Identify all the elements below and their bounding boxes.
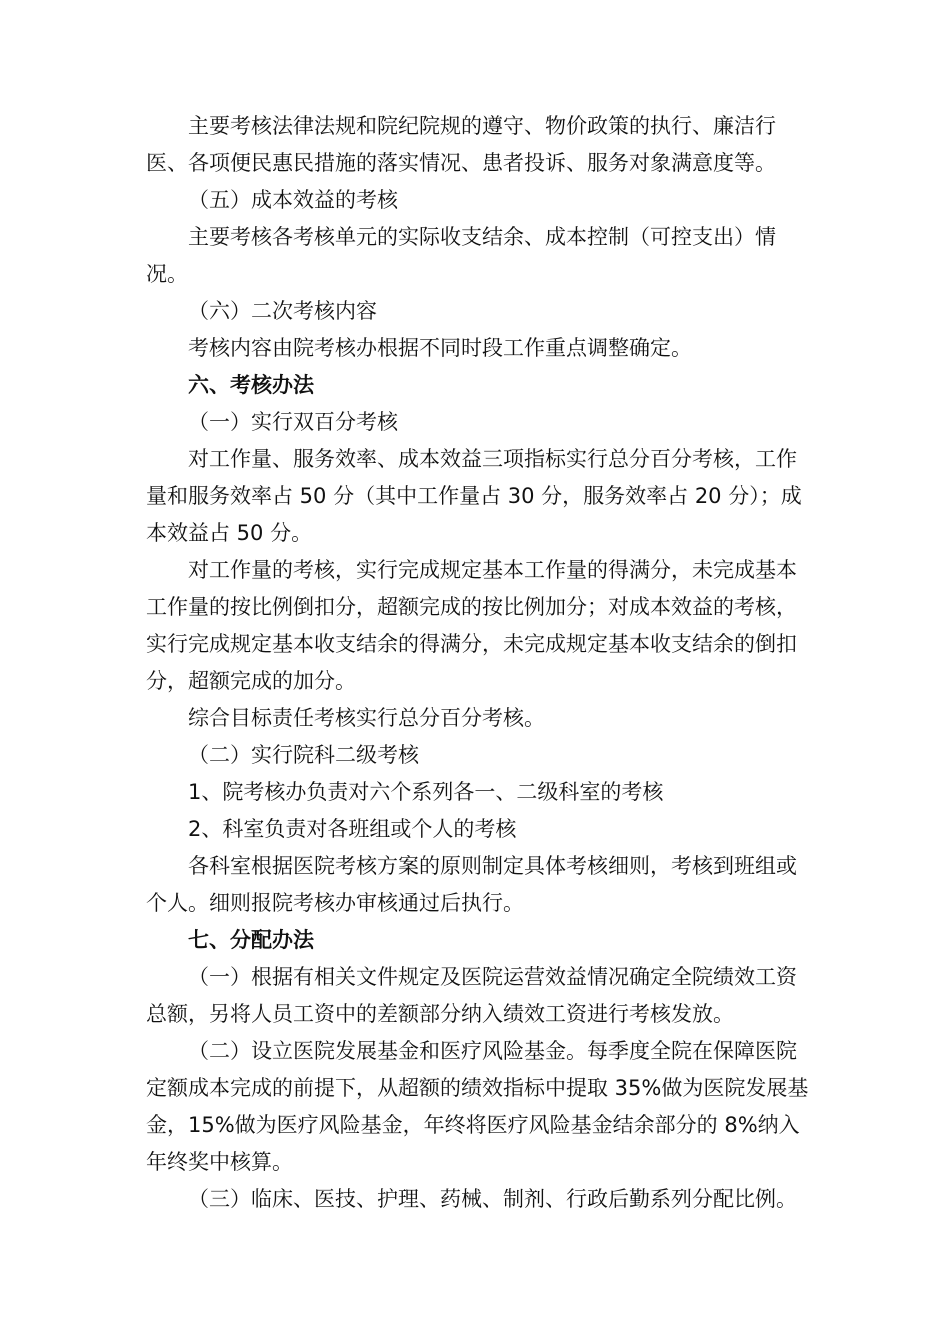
- paragraph-series-ratio: （三）临床、医技、护理、药械、制剂、行政后勤系列分配比例。: [188, 1187, 797, 1211]
- paragraph-performance-total: （一）根据有相关文件规定及医院运营效益情况确定全院绩效工资总额，另将人员工资中的差额部分纳入绩效工资进行考核发放。: [146, 965, 797, 1026]
- list-item-hospital-office: 1、院考核办负责对六个系列各一、二级科室的考核: [188, 780, 664, 804]
- subheading-double-hundred: （一）实行双百分考核: [188, 410, 398, 434]
- list-item-department: 2、科室负责对各班组或个人的考核: [188, 817, 517, 841]
- paragraph-cost-benefit: 主要考核各考核单元的实际收支结余、成本控制（可控支出）情况。: [146, 225, 776, 286]
- section-heading-distribution-method: 七、分配办法: [188, 928, 314, 952]
- paragraph-development-fund: （二）设立医院发展基金和医疗风险基金。每季度全院在保障医院定额成本完成的前提下，从超额的绩效指标中提取 35%做为医院发展基金，15%做为医疗风险基金，年终将医疗风险基金结余部分的 8%纳入年终奖中核算。: [146, 1039, 809, 1174]
- subheading-cost-benefit: （五）成本效益的考核: [188, 188, 398, 212]
- paragraph-score-split: 对工作量、服务效率、成本效益三项指标实行总分百分考核，工作量和服务效率占 50 分（其中工作量占 30 分，服务效率占 20 分）；成本效益占 50 分。: [146, 447, 802, 545]
- document-body: [146, 108, 816, 1218]
- paragraph-assessment-scope: 主要考核法律法规和院纪院规的遵守、物价政策的执行、廉洁行医、各项便民惠民措施的落实情况、患者投诉、服务对象满意度等。: [146, 114, 776, 175]
- paragraph-secondary-assessment: 考核内容由院考核办根据不同时段工作重点调整确定。: [188, 336, 692, 360]
- paragraph-overall-target: 综合目标责任考核实行总分百分考核。: [188, 706, 545, 730]
- paragraph-department-rules: 各科室根据医院考核方案的原则制定具体考核细则，考核到班组或个人。细则报院考核办审核通过后执行。: [146, 854, 797, 915]
- subheading-secondary-assessment: （六）二次考核内容: [188, 299, 377, 323]
- paragraph-workload-rules: 对工作量的考核，实行完成规定基本工作量的得满分，未完成基本工作量的按比例倒扣分，超额完成的按比例加分；对成本效益的考核，实行完成规定基本收支结余的得满分，未完成规定基本收支结余的倒扣分，超额完成的加分。: [146, 558, 797, 693]
- section-heading-assessment-method: 六、考核办法: [188, 373, 314, 397]
- subheading-two-level: （二）实行院科二级考核: [188, 743, 419, 767]
